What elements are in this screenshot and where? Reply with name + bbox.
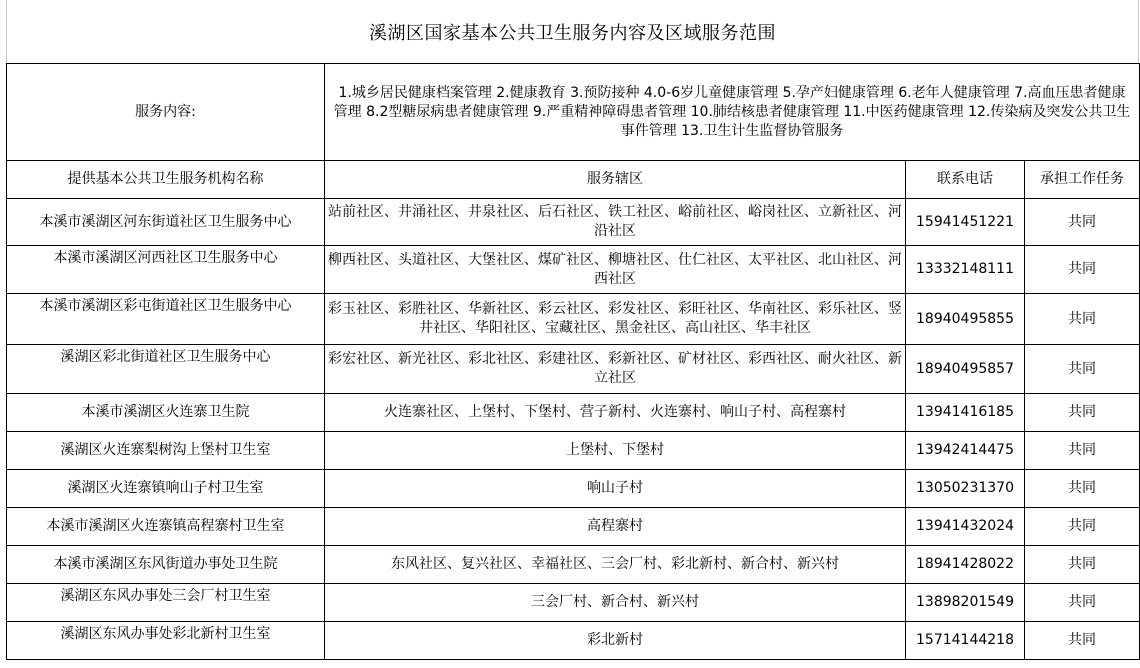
service-area: 柳西社区、头道社区、大堡社区、煤矿社区、柳塘社区、仕仁社区、太平社区、北山社区、河西社区 xyxy=(325,246,906,294)
task-type: 共同 xyxy=(1025,470,1140,508)
task-type: 共同 xyxy=(1025,199,1140,246)
org-name: 本溪市溪湖区彩屯街道社区卫生服务中心 xyxy=(7,294,325,345)
service-area: 彩宏社区、新光社区、彩北社区、彩建社区、彩新社区、矿材社区、彩西社区、耐火社区、新立社区 xyxy=(325,345,906,394)
service-content-row xyxy=(7,64,1140,161)
task-type: 共同 xyxy=(1025,432,1140,470)
service-content-text xyxy=(325,64,1140,161)
service-area: 三会厂村、新合村、新兴村 xyxy=(325,584,906,622)
header-area: 服务辖区 xyxy=(325,161,906,199)
table-row xyxy=(7,508,1140,546)
org-name: 溪湖区火连寨梨树沟上堡村卫生室 xyxy=(7,432,325,470)
service-area: 站前社区、井涌社区、井泉社区、后石社区、铁工社区、峪前社区、峪岗社区、立新社区、河沿社区 xyxy=(325,199,906,246)
phone-number: 13941432024 xyxy=(906,508,1025,546)
service-area: 火连寨社区、上堡村、下堡村、营子新村、火连寨村、响山子村、高程寨村 xyxy=(325,394,906,432)
service-area: 彩玉社区、彩胜社区、华新社区、彩云社区、彩发社区、彩旺社区、华南社区、彩乐社区、竖井社区、华阳社区、宝藏社区、黑金社区、高山社区、华丰社区 xyxy=(325,294,906,345)
task-type: 共同 xyxy=(1025,394,1140,432)
table-row xyxy=(7,394,1140,432)
task-type: 共同 xyxy=(1025,294,1140,345)
service-table xyxy=(6,63,1140,660)
org-name: 溪湖区东风办事处三会厂村卫生室 xyxy=(7,584,325,622)
header-org: 提供基本公共卫生服务机构名称 xyxy=(7,161,325,199)
table-row xyxy=(7,345,1140,394)
service-content-label: 服务内容: xyxy=(7,64,325,161)
table-row xyxy=(7,470,1140,508)
phone-number: 18940495855 xyxy=(906,294,1025,345)
phone-number: 13332148111 xyxy=(906,246,1025,294)
header-task: 承担工作任务 xyxy=(1025,161,1140,199)
task-type: 共同 xyxy=(1025,546,1140,584)
phone-number: 13942414475 xyxy=(906,432,1025,470)
phone-number: 13898201549 xyxy=(906,584,1025,622)
table-row xyxy=(7,246,1140,294)
service-area: 上堡村、下堡村 xyxy=(325,432,906,470)
phone-number: 15714144218 xyxy=(906,622,1025,660)
phone-number: 13941416185 xyxy=(906,394,1025,432)
org-name: 溪湖区彩北街道社区卫生服务中心 xyxy=(7,345,325,394)
table-header-row xyxy=(7,161,1140,199)
org-name: 溪湖区东风办事处彩北新村卫生室 xyxy=(7,622,325,660)
table-row xyxy=(7,432,1140,470)
task-type: 共同 xyxy=(1025,246,1140,294)
org-name: 本溪市溪湖区河西社区卫生服务中心 xyxy=(7,246,325,294)
org-name: 本溪市溪湖区火连寨卫生院 xyxy=(7,394,325,432)
org-name: 本溪市溪湖区河东街道社区卫生服务中心 xyxy=(7,199,325,246)
table-row xyxy=(7,584,1140,622)
task-type: 共同 xyxy=(1025,622,1140,660)
header-phone: 联系电话 xyxy=(906,161,1025,199)
table-row xyxy=(7,294,1140,345)
phone-number: 13050231370 xyxy=(906,470,1025,508)
table-row xyxy=(7,199,1140,246)
phone-number: 18940495857 xyxy=(906,345,1025,394)
service-area: 响山子村 xyxy=(325,470,906,508)
phone-number: 18941428022 xyxy=(906,546,1025,584)
service-content-items: 1.城乡居民健康档案管理 2.健康教育 3.预防接种 4.0-6岁儿童健康管理 5.孕产妇健康管理 6.老年人健康管理 7.高血压患者健康管理 8.2型糖尿病患者健康管理 9.严重精神障碍患者管理 10.肺结核患者健康管理 11.中医药健康管理 12.传染病及突发公共卫生事件管理 13.卫生计生监督协管服务 xyxy=(333,84,1131,139)
phone-number: 15941451221 xyxy=(906,199,1025,246)
org-name: 溪湖区火连寨镇响山子村卫生室 xyxy=(7,470,325,508)
page-title: 溪湖区国家基本公共卫生服务内容及区域服务范围 xyxy=(6,0,1139,63)
task-type: 共同 xyxy=(1025,345,1140,394)
task-type: 共同 xyxy=(1025,584,1140,622)
org-name: 本溪市溪湖区东风街道办事处卫生院 xyxy=(7,546,325,584)
service-area: 东风社区、复兴社区、幸福社区、三会厂村、彩北新村、新合村、新兴村 xyxy=(325,546,906,584)
service-area: 高程寨村 xyxy=(325,508,906,546)
table-row xyxy=(7,546,1140,584)
table-row xyxy=(7,622,1140,660)
org-name: 本溪市溪湖区火连寨镇高程寨村卫生室 xyxy=(7,508,325,546)
task-type: 共同 xyxy=(1025,508,1140,546)
service-area: 彩北新村 xyxy=(325,622,906,660)
